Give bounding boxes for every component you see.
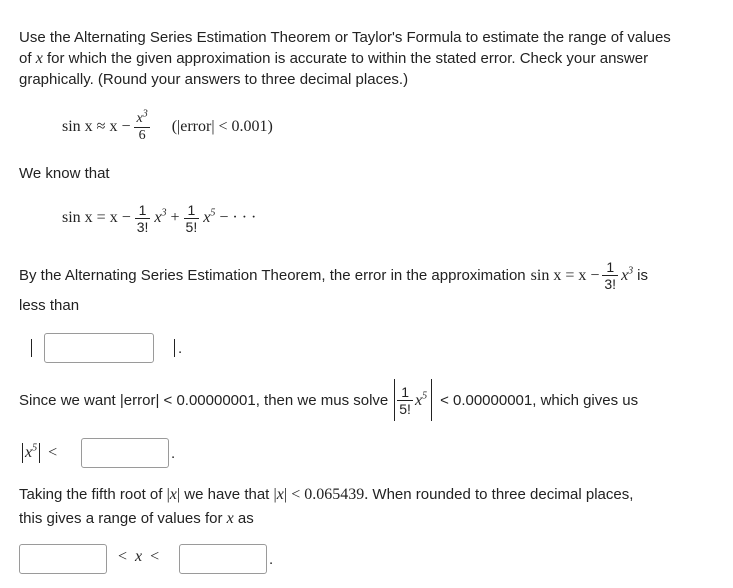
instructions-line-2: for which the given approximation is accurate to within the stated error. Check your answer — [46, 50, 649, 67]
x5-bound-input[interactable] — [81, 438, 169, 468]
theorem-text: By the Alternating Series Estimation Theorem, the error in the approximation — [19, 266, 526, 284]
theorem-suffix: is — [637, 266, 649, 284]
x5-inequality: $x^5$ < — [22, 440, 57, 466]
blank1-period: . — [178, 340, 183, 357]
abs-bar-left — [31, 339, 32, 357]
series-lhs: sin x = x − — [62, 209, 131, 226]
series-term2-var: $x^5$ — [203, 207, 216, 226]
instructions: Use the Alternating Series Estimation Theorem or Taylor's Formula to estimate the range of values of x for which the given approximation is accurate to within the stated error. Check your answer graphically. (Round your answers to three decimal places.) — [19, 27, 719, 90]
series-tail: − · · · — [219, 209, 257, 226]
approximation-lhs: sin x ≈ x − — [62, 118, 131, 135]
error-bound-input[interactable] — [44, 333, 154, 363]
instructions-line-3: graphically. (Round your answers to three decimal places.) — [19, 71, 409, 88]
solve-sentence: Since we want |error| < 0.00000001, then we mus solve $\frac{1}{5!}$ $x^5$ < 0.00000001, which gives us — [19, 377, 638, 423]
series-plus: + — [170, 209, 180, 226]
series-term1-var: $x^3$ — [154, 207, 167, 226]
series-term1-fraction: $\frac{1}{3!}$ — [136, 201, 149, 235]
range-lower-input[interactable] — [19, 544, 107, 574]
range-inequality: < x < — [118, 548, 160, 565]
approximation-formula — [62, 104, 273, 150]
theorem-line-2: less than — [19, 297, 80, 314]
fifth-root-line-1: Taking the fifth root of |x| we have that |x| < 0.065439. When rounded to three decimal places, — [19, 486, 634, 503]
approximation-fraction: $\frac{x^3}{6}$ — [136, 107, 148, 143]
series-term2-fraction: $\frac{1}{5!}$ — [185, 201, 198, 235]
theorem-fraction: $\frac{1}{3!}$ — [604, 258, 617, 292]
range-period: . — [269, 551, 274, 568]
theorem-sentence: By the Alternating Series Estimation Theorem, the error in the approximation sin x = x − $\frac{1}{3!}$ $x^3$ is — [19, 258, 649, 292]
range-upper-input[interactable] — [179, 544, 267, 574]
sine-series — [62, 196, 256, 240]
we-know-that: We know that — [19, 165, 110, 182]
solve-prefix: Since we want |error| < 0.00000001, then we mus solve — [19, 391, 389, 409]
error-condition: (|error| < 0.001) — [171, 118, 273, 135]
solve-fraction: $\frac{1}{5!}$ — [399, 383, 411, 417]
instructions-line-1: Use the Alternating Series Estimation Theorem or Taylor's Formula to estimate the range of values — [19, 29, 671, 46]
theorem-math-lhs: sin x = x − — [530, 266, 600, 284]
abs-bar-right — [174, 339, 175, 357]
fifth-root-line-2: this gives a range of values for x as — [19, 510, 254, 527]
solve-suffix: < 0.00000001, which gives us — [440, 391, 639, 409]
blank2-period: . — [171, 445, 176, 462]
